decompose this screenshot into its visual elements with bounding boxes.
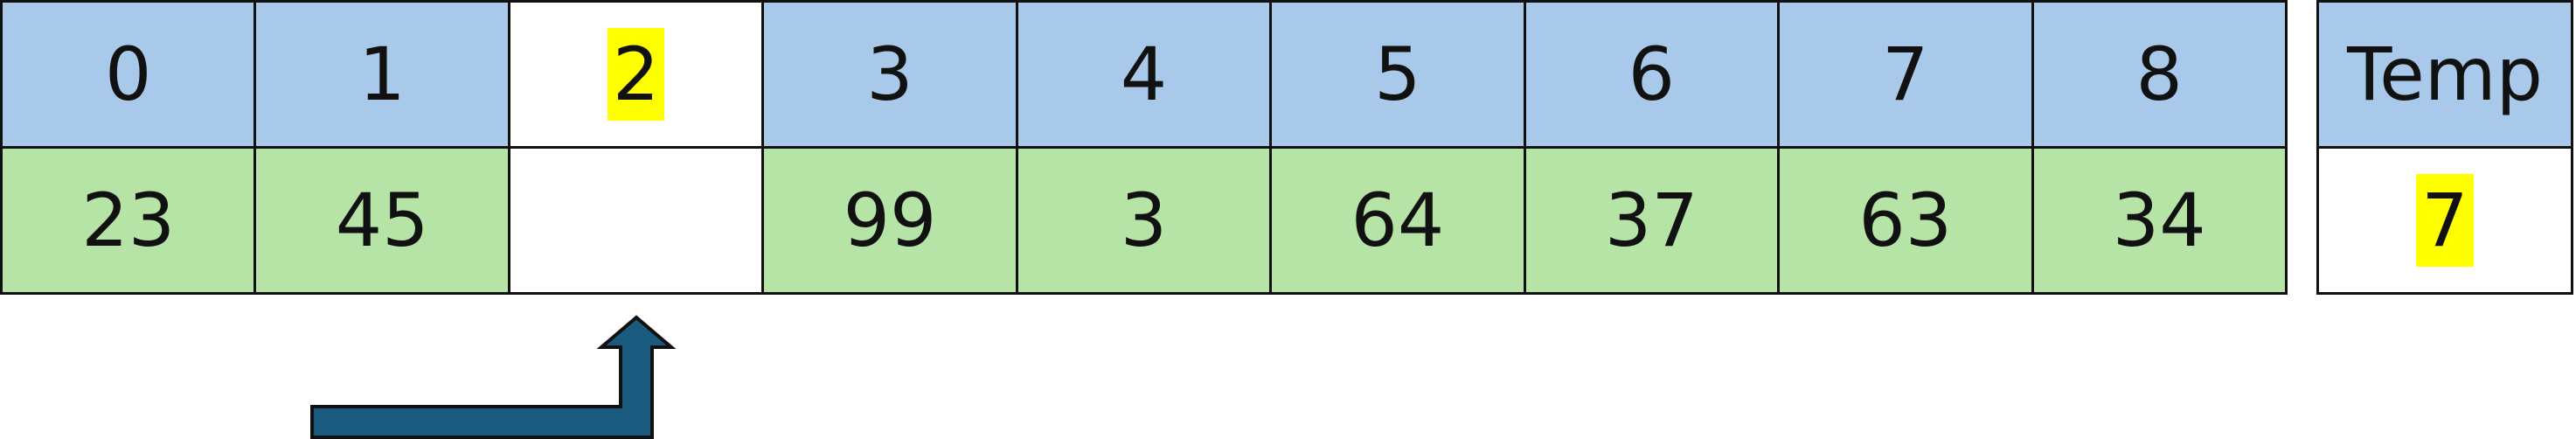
index-label: 4 xyxy=(1120,31,1168,117)
index-label: 5 xyxy=(1374,31,1421,117)
value-label: 37 xyxy=(1604,178,1698,263)
highlighted-index-label: 2 xyxy=(608,28,664,121)
bent-arrow-shape xyxy=(312,317,671,437)
value-label: 23 xyxy=(81,178,176,263)
index-label: 0 xyxy=(104,31,152,117)
index-label: 1 xyxy=(358,31,406,117)
value-label: 64 xyxy=(1350,178,1445,263)
index-label: 6 xyxy=(1628,31,1676,117)
temp-value: 7 xyxy=(2416,174,2473,267)
temp-label: Temp xyxy=(2347,31,2543,117)
value-label: 63 xyxy=(1858,178,1953,263)
index-label: 3 xyxy=(866,31,913,117)
value-label: 99 xyxy=(843,178,937,263)
value-label: 3 xyxy=(1120,178,1168,263)
value-label: 34 xyxy=(2112,178,2206,263)
value-label: 45 xyxy=(335,178,429,263)
index-label: 8 xyxy=(2135,31,2183,117)
index-label: 7 xyxy=(1882,31,1929,117)
